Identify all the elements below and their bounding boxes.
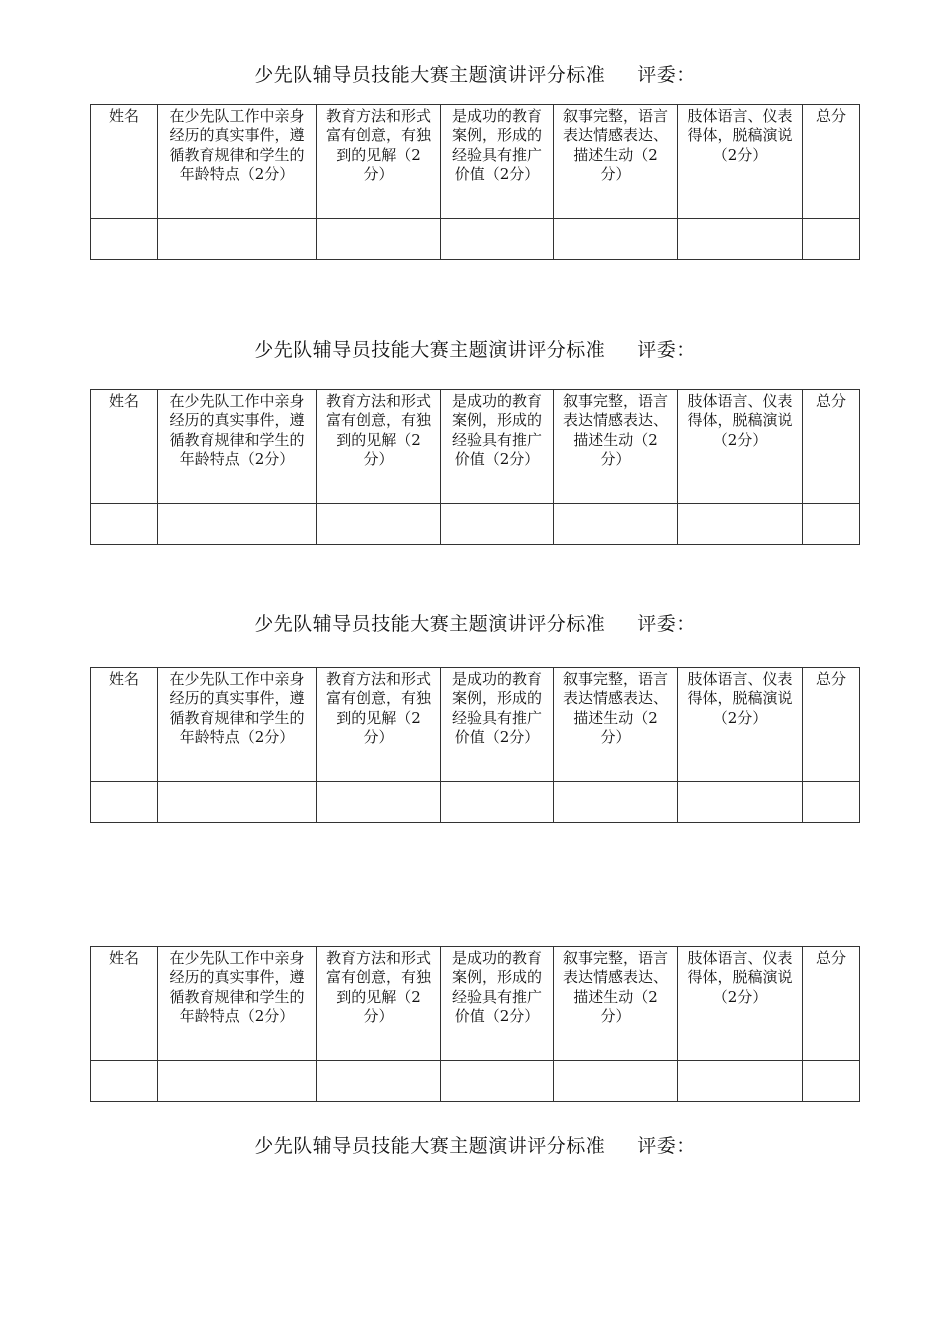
judge-label: 评委： (637, 339, 696, 361)
cell-score-5[interactable] (678, 219, 803, 260)
cell-total[interactable] (803, 219, 860, 260)
form-title (0, 63, 950, 87)
header-criterion-1: 在少先队工作中亲身经历的真实事件，遵循教育规律和学生的年龄特点（2分） (158, 668, 317, 782)
title-text: 少先队辅导员技能大赛主题演讲评分标准 (254, 339, 606, 361)
header-criterion-2: 教育方法和形式富有创意，有独到的见解（2分） (317, 668, 441, 782)
cell-total[interactable] (803, 504, 860, 545)
header-criterion-5: 肢体语言、仪表得体，脱稿演说（2分） (678, 105, 803, 219)
table-header-row (91, 105, 860, 219)
score-table (90, 389, 860, 545)
header-criterion-1: 在少先队工作中亲身经历的真实事件，遵循教育规律和学生的年龄特点（2分） (158, 105, 317, 219)
header-total: 总分 (803, 105, 860, 219)
cell-total[interactable] (803, 1061, 860, 1102)
cell-score-1[interactable] (158, 1061, 317, 1102)
cell-score-5[interactable] (678, 1061, 803, 1102)
header-criterion-5: 肢体语言、仪表得体，脱稿演说（2分） (678, 947, 803, 1061)
cell-score-2[interactable] (317, 219, 441, 260)
header-criterion-3: 是成功的教育案例，形成的经验具有推广价值（2分） (441, 668, 554, 782)
score-table (90, 104, 860, 260)
cell-name[interactable] (91, 504, 158, 545)
header-criterion-4: 叙事完整，语言表达情感表达、描述生动（2分） (554, 390, 678, 504)
cell-name[interactable] (91, 1061, 158, 1102)
header-criterion-2: 教育方法和形式富有创意，有独到的见解（2分） (317, 105, 441, 219)
judge-label: 评委： (637, 1135, 696, 1157)
score-table (90, 667, 860, 823)
form-title (0, 612, 950, 636)
form-title (0, 338, 950, 362)
cell-score-4[interactable] (554, 782, 678, 823)
table-row (91, 219, 860, 260)
header-criterion-5: 肢体语言、仪表得体，脱稿演说（2分） (678, 390, 803, 504)
cell-score-3[interactable] (441, 504, 554, 545)
cell-score-5[interactable] (678, 504, 803, 545)
table-row (91, 782, 860, 823)
cell-score-2[interactable] (317, 1061, 441, 1102)
header-name: 姓名 (91, 947, 158, 1061)
header-total: 总分 (803, 668, 860, 782)
cell-score-4[interactable] (554, 1061, 678, 1102)
title-text: 少先队辅导员技能大赛主题演讲评分标准 (254, 64, 606, 86)
header-criterion-4: 叙事完整，语言表达情感表达、描述生动（2分） (554, 668, 678, 782)
table-row (91, 504, 860, 545)
header-criterion-1: 在少先队工作中亲身经历的真实事件，遵循教育规律和学生的年龄特点（2分） (158, 390, 317, 504)
header-name: 姓名 (91, 668, 158, 782)
cell-total[interactable] (803, 782, 860, 823)
header-name: 姓名 (91, 105, 158, 219)
header-criterion-2: 教育方法和形式富有创意，有独到的见解（2分） (317, 947, 441, 1061)
cell-score-1[interactable] (158, 219, 317, 260)
header-criterion-3: 是成功的教育案例，形成的经验具有推广价值（2分） (441, 947, 554, 1061)
cell-name[interactable] (91, 219, 158, 260)
header-criterion-2: 教育方法和形式富有创意，有独到的见解（2分） (317, 390, 441, 504)
judge-label: 评委： (637, 64, 696, 86)
cell-score-3[interactable] (441, 782, 554, 823)
header-criterion-1: 在少先队工作中亲身经历的真实事件，遵循教育规律和学生的年龄特点（2分） (158, 947, 317, 1061)
cell-score-3[interactable] (441, 219, 554, 260)
table-row (91, 1061, 860, 1102)
cell-score-2[interactable] (317, 782, 441, 823)
header-criterion-3: 是成功的教育案例，形成的经验具有推广价值（2分） (441, 105, 554, 219)
header-total: 总分 (803, 947, 860, 1061)
header-name: 姓名 (91, 390, 158, 504)
header-criterion-4: 叙事完整，语言表达情感表达、描述生动（2分） (554, 105, 678, 219)
table-header-row (91, 390, 860, 504)
cell-score-2[interactable] (317, 504, 441, 545)
cell-score-1[interactable] (158, 504, 317, 545)
header-criterion-3: 是成功的教育案例，形成的经验具有推广价值（2分） (441, 390, 554, 504)
cell-name[interactable] (91, 782, 158, 823)
table-header-row (91, 947, 860, 1061)
title-text: 少先队辅导员技能大赛主题演讲评分标准 (254, 1135, 606, 1157)
cell-score-5[interactable] (678, 782, 803, 823)
table-header-row (91, 668, 860, 782)
header-total: 总分 (803, 390, 860, 504)
title-text: 少先队辅导员技能大赛主题演讲评分标准 (254, 613, 606, 635)
header-criterion-5: 肢体语言、仪表得体，脱稿演说（2分） (678, 668, 803, 782)
cell-score-4[interactable] (554, 504, 678, 545)
cell-score-3[interactable] (441, 1061, 554, 1102)
form-title (0, 1134, 950, 1158)
judge-label: 评委： (637, 613, 696, 635)
cell-score-4[interactable] (554, 219, 678, 260)
cell-score-1[interactable] (158, 782, 317, 823)
header-criterion-4: 叙事完整，语言表达情感表达、描述生动（2分） (554, 947, 678, 1061)
score-table (90, 946, 860, 1102)
